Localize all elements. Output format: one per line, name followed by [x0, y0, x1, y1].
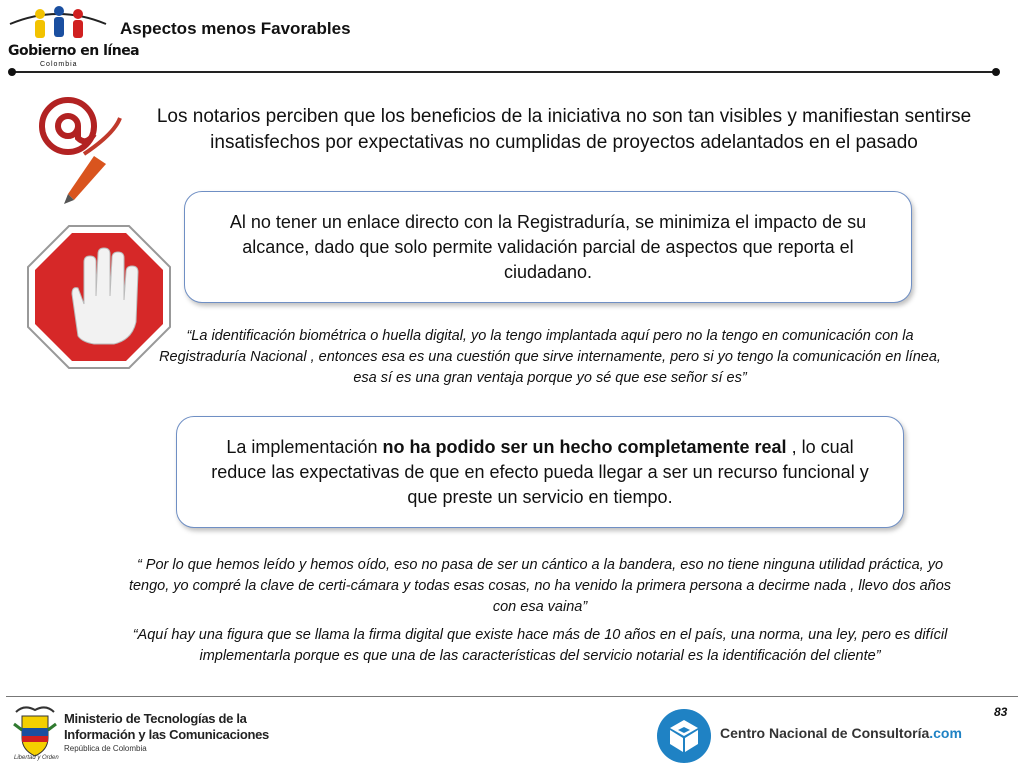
- ministry-name-line1: Ministerio de Tecnologías de la: [64, 711, 247, 726]
- ministry-name-line2: Información y las Comunicaciones: [64, 727, 269, 742]
- quote-digital-signature: “Aquí hay una figura que se llama la firma digital que existe hace más de 10 años en el país, una norma, una ley, pero es difícil implementarla porque es que una de las características del servicio notarial es la identificación del cliente”: [132, 627, 948, 664]
- footer-divider: [6, 696, 1018, 697]
- logo-subtitle: Colombia: [40, 61, 78, 68]
- quote-biometric: “La identificación biométrica o huella digital, yo la tengo implantada aquí pero no la tengo en comunicación con la Registraduría Nacional , entonces esa es una cuestión que sirve internamente, pero si yo tengo la comunicación en línea, esa sí es una gran ventaja porque yo sé que ese señor sí es”: [159, 328, 941, 386]
- quote-certicamara: “ Por lo que hemos leído y hemos oído, eso no pasa de ser un cántico a la bandera, eso no tiene ninguna utilidad práctica, yo tengo, yo compré la clave de certi-cámara y todas esas cosas, no ha venido la primera persona a decirme nada , llevo dos años con esa vaina”: [128, 557, 952, 615]
- finding-prefix: La implementación: [226, 436, 383, 457]
- finding-suffix: , lo cual reduce las expectativas de que en efecto pueda llegar a ser un recurso funcional y que preste un servicio en tiempo.: [211, 436, 869, 507]
- finding-bold: no ha podido ser un hecho completamente real: [382, 436, 787, 457]
- intro-text: Los notarios perciben que los beneficios de la iniciativa no son tan visibles y manifiestan sentirse insatisfechos por expectativas no cumplidas de proyectos adelantados en el pasado: [156, 106, 972, 153]
- coat-of-arms-icon: [12, 704, 58, 762]
- page-number: 83: [994, 705, 1008, 719]
- cnc-cube-icon: [656, 708, 712, 764]
- ministry-country: República de Colombia: [64, 744, 147, 753]
- divider-left-dot: [8, 68, 16, 76]
- finding-box-implementation: [176, 416, 904, 528]
- coat-of-arms-motto: Libertad y Orden: [14, 755, 59, 761]
- slide-title: Aspectos menos Favorables: [120, 19, 351, 38]
- at-sign-pen-icon: [34, 94, 130, 204]
- finding-text-implementation: [203, 435, 877, 510]
- cnc-name-text: Centro Nacional de Consultoría: [720, 725, 930, 741]
- header-divider: [12, 71, 997, 73]
- finding-box-registraduria: [184, 191, 912, 303]
- cnc-domain-suffix: .com: [929, 725, 962, 741]
- finding-text-registraduria: Al no tener un enlace directo con la Registraduría, se minimiza el impacto de su alcance, dado que solo permite validación parcial de aspectos que reporta el ciudadano.: [229, 211, 867, 282]
- logo-title: Gobierno en línea: [8, 43, 140, 59]
- cnc-brand-name: [720, 725, 962, 741]
- gobierno-en-linea-logo-icon: [6, 2, 110, 70]
- divider-right-dot: [992, 68, 1000, 76]
